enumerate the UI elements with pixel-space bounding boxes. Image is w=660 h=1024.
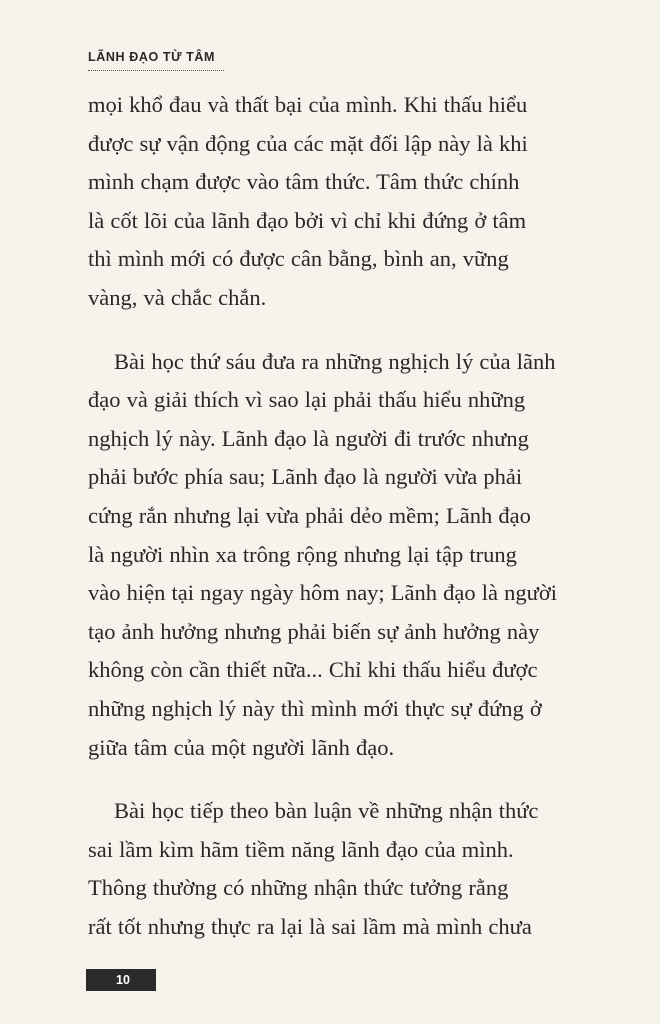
text-line: rất tốt nhưng thực ra lại là sai lầm mà mình chưa	[88, 913, 532, 939]
text-line: Thông thường có những nhận thức tưởng rằng	[88, 875, 509, 901]
text-line: những nghịch lý này thì mình mới thực sự đứng ở	[88, 695, 542, 721]
page-number: 10	[86, 969, 156, 991]
text-line: tạo ảnh hưởng nhưng phải biến sự ảnh hưởng này	[88, 618, 540, 644]
text-line: không còn cần thiết nữa... Chỉ khi thấu hiểu được	[88, 657, 538, 683]
text-line: Bài học thứ sáu đưa ra những nghịch lý của lãnh	[114, 348, 556, 374]
text-line: được sự vận động của các mặt đối lập này là khi	[88, 130, 528, 156]
text-line: là cốt lõi của lãnh đạo bởi vì chỉ khi đứng ở tâm	[88, 207, 527, 233]
text-line: nghịch lý này. Lãnh đạo là người đi trước nhưng	[88, 425, 529, 451]
text-line: thì mình mới có được cân bằng, bình an, vững	[88, 246, 509, 272]
paragraph-3	[88, 792, 568, 946]
text-line: Bài học tiếp theo bàn luận về những nhận thức	[114, 798, 539, 824]
header-dotted-rule	[88, 70, 224, 71]
paragraph-2	[88, 343, 568, 768]
text-line: đạo và giải thích vì sao lại phải thấu hiểu những	[88, 387, 526, 413]
text-line: vào hiện tại ngay ngày hôm nay; Lãnh đạo là người	[88, 580, 557, 606]
body-text	[88, 86, 568, 946]
text-line: mọi khổ đau và thất bại của mình. Khi thấu hiểu	[88, 92, 528, 117]
text-line: mình chạm được vào tâm thức. Tâm thức chính	[88, 169, 520, 195]
paragraph-1	[88, 86, 568, 318]
running-title: LÃNH ĐẠO TỪ TÂM	[88, 50, 215, 64]
text-line: giữa tâm của một người lãnh đạo.	[88, 734, 395, 760]
text-line: vàng, và chắc chắn.	[88, 284, 267, 310]
text-line: sai lầm kìm hãm tiềm năng lãnh đạo của mình.	[88, 836, 514, 862]
text-line: phải bước phía sau; Lãnh đạo là người vừa phải	[88, 464, 523, 490]
text-line: cứng rắn nhưng lại vừa phải dẻo mềm; Lãnh đạo	[88, 502, 531, 528]
text-line: là người nhìn xa trông rộng nhưng lại tập trung	[88, 541, 517, 567]
